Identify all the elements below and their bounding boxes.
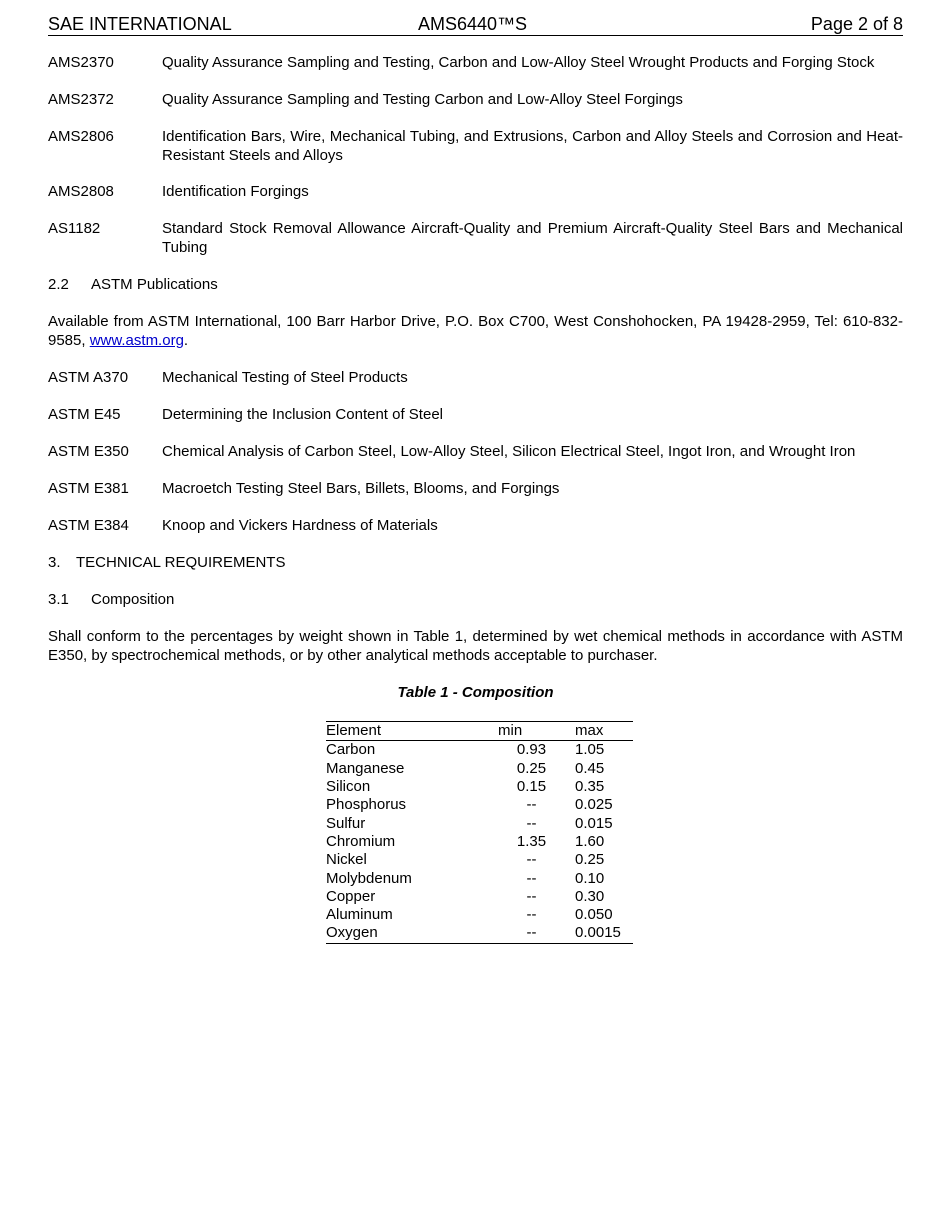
reference-title: Macroetch Testing Steel Bars, Billets, Blooms, and Forgings: [162, 480, 560, 497]
reference-item: [48, 406, 903, 425]
section-number: 3.1: [48, 591, 69, 608]
composition-table: [326, 721, 633, 944]
column-header-min: min: [498, 722, 575, 741]
element-cell: Oxygen: [326, 924, 498, 943]
reference-code: AMS2806: [48, 128, 114, 145]
reference-code: ASTM E350: [48, 443, 129, 460]
table-row: [326, 851, 633, 869]
reference-code: AS1182: [48, 220, 101, 237]
reference-title: Chemical Analysis of Carbon Steel, Low-Alloy Steel, Silicon Electrical Steel, Ingot Iron, and Wrought Iron: [162, 443, 856, 460]
table-row: [326, 869, 633, 887]
element-cell: Chromium: [326, 832, 396, 850]
section-heading-astm: [48, 276, 903, 295]
reference-title: Identification Bars, Wire, Mechanical Tubing, and Extrusions, Carbon and Alloy Steels and Corrosion and Heat-Resistant Steels and Alloys: [162, 128, 903, 164]
reference-title: Standard Stock Removal Allowance Aircraft-Quality and Premium Aircraft-Quality Steel Bars and Mechanical Tubing: [162, 220, 903, 256]
min-cell: 0.15: [516, 778, 547, 796]
reference-code: ASTM E381: [48, 480, 129, 497]
section-heading-composition: [48, 591, 903, 610]
reference-title: Quality Assurance Sampling and Testing, Carbon and Low-Alloy Steel Wrought Products and Forging Stock: [162, 54, 875, 71]
reference-code: ASTM A370: [48, 369, 129, 386]
reference-item: [48, 54, 903, 73]
min-cell: --: [526, 851, 537, 869]
astm-availability-paragraph: [48, 313, 903, 350]
reference-code: ASTM E45: [48, 406, 121, 423]
table-caption: Table 1 - Composition: [397, 684, 554, 701]
table-row: [326, 906, 633, 924]
min-cell: 1.35: [516, 832, 547, 850]
table-row: [326, 814, 633, 832]
availability-period: .: [183, 331, 189, 349]
composition-paragraph: Shall conform to the percentages by weight shown in Table 1, determined by wet chemical methods in accordance with ASTM E350, by spectrochemical methods, or by other analytical methods acceptable to purchaser.: [48, 628, 903, 664]
section-title: ASTM Publications: [91, 276, 218, 293]
reference-item: [48, 91, 903, 110]
reference-title: Quality Assurance Sampling and Testing Carbon and Low-Alloy Steel Forgings: [162, 91, 683, 108]
column-header-max: max: [575, 722, 633, 741]
min-cell: 0.25: [516, 759, 547, 777]
availability-text: Available from ASTM International, 100 Barr Harbor Drive, P.O. Box C700, West Conshohocken, PA 19428-2959, Tel: 610-832-9585,: [48, 313, 903, 349]
element-cell: Phosphorus: [326, 796, 407, 814]
max-cell: 0.30: [575, 887, 605, 905]
section-number: 2.2: [48, 276, 69, 293]
max-cell: 0.050: [575, 906, 613, 924]
astm-website-link[interactable]: www.astm.org: [89, 331, 184, 349]
max-cell: 0.35: [575, 778, 605, 796]
min-cell: --: [526, 887, 537, 905]
min-cell: --: [526, 906, 537, 924]
section-number: 3.: [48, 554, 61, 571]
element-cell: Carbon: [326, 741, 376, 759]
element-cell: Manganese: [326, 759, 405, 777]
table-row: [326, 888, 633, 906]
reference-item: [48, 517, 903, 536]
table-row: [326, 833, 633, 851]
reference-title: Mechanical Testing of Steel Products: [162, 369, 408, 386]
reference-title: Knoop and Vickers Hardness of Materials: [162, 517, 438, 534]
reference-item: [48, 480, 903, 499]
max-cell: 0.25: [575, 851, 605, 869]
table-row: [326, 760, 633, 778]
table-row: [326, 741, 633, 760]
reference-code: AMS2372: [48, 91, 114, 108]
element-cell: Silicon: [326, 778, 371, 796]
max-cell: 0.015: [575, 814, 613, 832]
reference-item: [48, 183, 903, 202]
column-header-element: Element: [326, 722, 498, 741]
element-cell: Aluminum: [326, 906, 393, 924]
section-title: TECHNICAL REQUIREMENTS: [76, 554, 286, 571]
reference-title: Identification Forgings: [162, 183, 309, 200]
table-row: [326, 796, 633, 814]
page-header: [48, 13, 903, 36]
reference-item: [48, 128, 903, 165]
reference-code: AMS2370: [48, 54, 114, 71]
min-cell: --: [526, 796, 537, 814]
section-heading-technical-requirements: [48, 554, 903, 573]
reference-item: [48, 220, 903, 257]
reference-item: [48, 443, 903, 462]
header-document-id: AMS6440™S: [418, 14, 528, 34]
reference-item: [48, 369, 903, 388]
min-cell: 0.93: [516, 741, 547, 759]
section-title: Composition: [91, 591, 175, 608]
header-organization: SAE INTERNATIONAL: [48, 14, 232, 34]
element-cell: Copper: [326, 887, 376, 905]
reference-code: ASTM E384: [48, 517, 129, 534]
element-cell: Sulfur: [326, 814, 366, 832]
max-cell: 0.025: [575, 796, 613, 814]
min-cell: --: [498, 924, 575, 943]
max-cell: 0.0015: [575, 924, 633, 943]
min-cell: --: [526, 814, 537, 832]
max-cell: 0.10: [575, 869, 605, 887]
max-cell: 1.05: [575, 741, 605, 759]
reference-title: Determining the Inclusion Content of Steel: [162, 406, 443, 423]
max-cell: 0.45: [575, 759, 605, 777]
element-cell: Nickel: [326, 851, 367, 869]
header-page-number: Page 2 of 8: [810, 14, 903, 34]
element-cell: Molybdenum: [326, 869, 412, 887]
table-header-row: [326, 722, 633, 741]
table-row: [326, 924, 633, 943]
table-row: [326, 778, 633, 796]
min-cell: --: [526, 869, 537, 887]
max-cell: 1.60: [575, 832, 605, 850]
reference-code: AMS2808: [48, 183, 114, 200]
